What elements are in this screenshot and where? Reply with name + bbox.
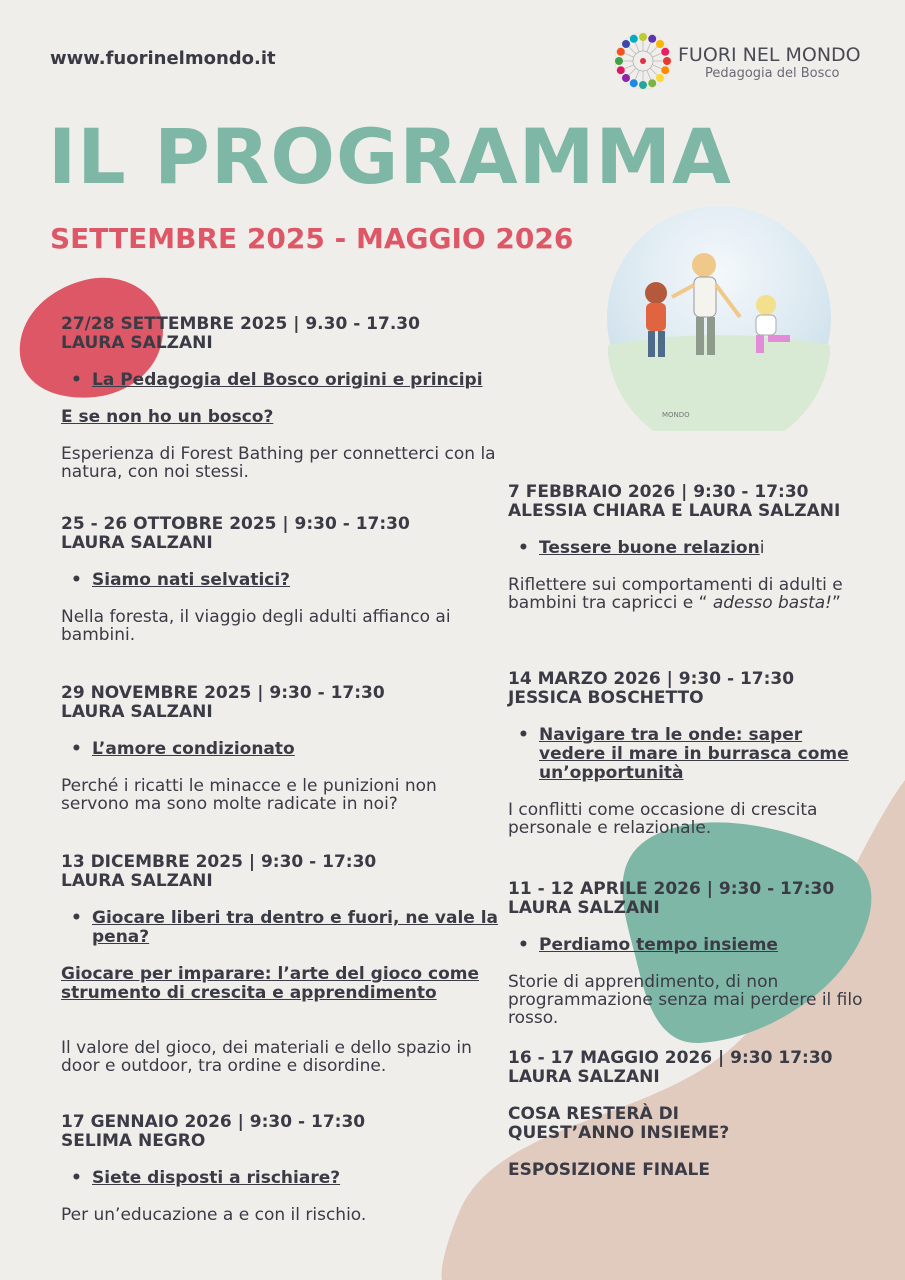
event-description: Nella foresta, il viaggio degli adulti affianco ai bambini.	[61, 607, 451, 645]
svg-text:MONDO: MONDO	[662, 411, 690, 419]
event-description: Perché i ricatti le minacce e le punizioni non servono ma sono molte radicate in noi?	[61, 776, 437, 814]
event-topic-link[interactable]: La Pedagogia del Bosco origini e principi	[92, 370, 483, 390]
event-topic-link[interactable]: Siete disposti a rischiare?	[92, 1168, 341, 1188]
children-playing-illustration	[606, 205, 832, 431]
event-topic-link[interactable]: Tessere buone relazion	[539, 538, 760, 558]
event-topic-link[interactable]: Giocare liberi tra dentro e fuori, ne vale la pena?	[92, 908, 499, 947]
event-date: 17 GENNAIO 2026 | 9:30 - 17:30	[61, 1112, 366, 1132]
event-date: 7 FEBBRAIO 2026 | 9:30 - 17:30	[508, 482, 809, 502]
event-description: I conflitti come occasione di crescita personale e relazionale.	[508, 800, 818, 838]
event-speaker: LAURA SALZANI	[61, 533, 213, 553]
event-description: Per un’educazione a e con il rischio.	[61, 1205, 367, 1225]
event-description: Riflettere sui comportamenti di adulti e bambini tra capricci e “ adesso basta!”	[508, 575, 843, 613]
website-url[interactable]: www.fuorinelmondo.it	[50, 48, 276, 69]
event-speaker: JESSICA BOSCHETTO	[508, 688, 704, 708]
event-subtopic-link[interactable]: E se non ho un bosco?	[61, 407, 274, 427]
event-date: 29 NOVEMBRE 2025 | 9:30 - 17:30	[61, 683, 385, 703]
event-february	[508, 483, 873, 612]
event-topic-link[interactable]: L’amore condizionato	[92, 739, 295, 759]
event-date: 14 MARZO 2026 | 9:30 - 17:30	[508, 669, 795, 689]
colorful-wheel-icon	[612, 30, 674, 92]
event-date: 27/28 SETTEMBRE 2025 | 9.30 - 17.30	[61, 314, 420, 334]
event-speaker: LAURA SALZANI	[508, 898, 660, 918]
event-date: 11 - 12 APRILE 2026 | 9:30 - 17:30	[508, 879, 835, 899]
logo	[612, 30, 674, 92]
event-date: 25 - 26 OTTOBRE 2025 | 9:30 - 17:30	[61, 514, 410, 534]
event-description: Storie di apprendimento, di non programmazione senza mai perdere il filo rosso.	[508, 972, 863, 1028]
event-october	[61, 515, 501, 644]
event-speaker: SELIMA NEGRO	[61, 1131, 206, 1151]
event-closing-question: COSA RESTERÀ DI QUEST’ANNO INSIEME?	[508, 1104, 730, 1143]
event-date: 16 - 17 MAGGIO 2026 | 9:30 17:30	[508, 1048, 833, 1068]
event-description: Il valore del gioco, dei materiali e dello spazio in door e outdoor, tra ordine e disordine.	[61, 1038, 472, 1076]
event-final-exhibition: ESPOSIZIONE FINALE	[508, 1160, 710, 1180]
event-may	[508, 1049, 873, 1180]
event-subtopic-link[interactable]: Giocare per imparare: l’arte del gioco come strumento di crescita e apprendimento	[61, 964, 480, 1003]
event-topic-link[interactable]: Siamo nati selvatici?	[92, 570, 291, 590]
event-speaker: LAURA SALZANI	[61, 871, 213, 891]
event-speaker: LAURA SALZANI	[61, 702, 213, 722]
page-subtitle: SETTEMBRE 2025 - MAGGIO 2026	[50, 222, 574, 255]
event-topic-link[interactable]: Navigare tra le onde: saper vedere il mare in burrasca come un’opportunità	[539, 725, 849, 783]
event-date: 13 DICEMBRE 2025 | 9:30 - 17:30	[61, 852, 377, 872]
event-topic-link[interactable]: Perdiamo tempo insieme	[539, 935, 778, 955]
event-september	[61, 315, 501, 481]
event-topic-tail: i	[759, 538, 765, 558]
event-speaker: ALESSIA CHIARA E LAURA SALZANI	[508, 501, 841, 521]
event-description: Esperienza di Forest Bathing per connetterci con la natura, con noi stessi.	[61, 444, 496, 482]
event-speaker: LAURA SALZANI	[508, 1067, 660, 1087]
logo-tagline: Pedagogia del Bosco	[705, 66, 840, 81]
event-speaker: LAURA SALZANI	[61, 333, 213, 353]
page-title: IL PROGRAMMA	[48, 112, 732, 201]
event-december	[61, 853, 501, 1075]
event-april	[508, 880, 873, 1027]
event-march	[508, 670, 873, 837]
event-january	[61, 1113, 501, 1224]
event-november	[61, 684, 501, 813]
logo-name: FUORI NEL MONDO	[678, 44, 861, 66]
